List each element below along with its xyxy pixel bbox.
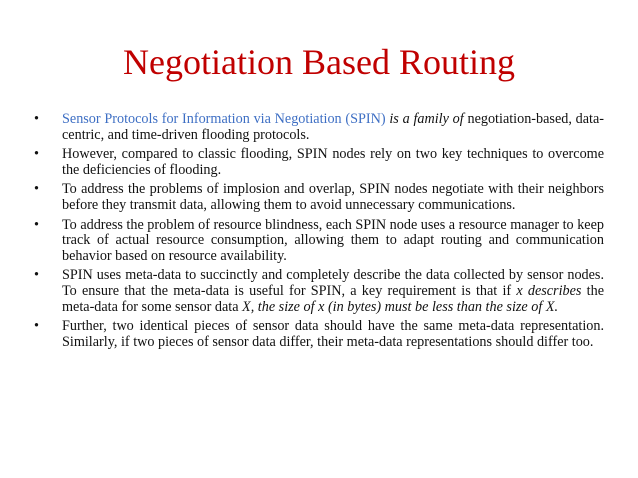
bullet-text: Further, two identical pieces of sensor data should have the same meta-data representation. Similarly, if two pieces of sensor data differ, their meta-data representations should differ too. bbox=[62, 318, 604, 350]
bullet-item-spin-family bbox=[34, 112, 604, 143]
bullet-item-key-techniques bbox=[34, 147, 604, 178]
bullet-text: the meta-data for some sensor data bbox=[62, 282, 604, 315]
bullet-text: SPIN uses meta-data to succinctly and completely describe the data collected by sensor nodes. To ensure that the meta-data is useful for SPIN, a key requirement is that if bbox=[62, 267, 604, 299]
bullet-item-meta-data bbox=[34, 268, 604, 315]
bullet-list bbox=[34, 112, 604, 354]
bullet-icon: • bbox=[34, 146, 39, 163]
slide-title: Negotiation Based Routing bbox=[123, 42, 515, 82]
bullet-text: negotiation-based, data-centric, and time-driven flooding protocols. bbox=[62, 111, 604, 143]
italic-phrase: X, the size of x (in bytes) must be less than the size of X. bbox=[242, 298, 559, 315]
italic-phrase: x describes bbox=[516, 282, 582, 299]
bullet-icon: • bbox=[34, 216, 39, 233]
bullet-icon: • bbox=[34, 111, 39, 127]
bullet-item-resource-blindness bbox=[34, 218, 604, 265]
bullet-text: However, compared to classic flooding, SPIN nodes rely on two key techniques to overcome the deficiencies of flooding. bbox=[62, 146, 604, 178]
bullet-item-implosion-overlap bbox=[34, 182, 604, 213]
bullet-icon: • bbox=[34, 181, 39, 198]
italic-phrase: is a family of bbox=[385, 111, 464, 127]
bullet-icon: • bbox=[34, 267, 39, 284]
bullet-item-representation bbox=[34, 319, 604, 350]
bullet-text: To address the problems of implosion and overlap, SPIN nodes negotiate with their neighbors before they transmit data, allowing them to avoid unnecessary communications. bbox=[62, 181, 604, 213]
bullet-icon: • bbox=[34, 318, 39, 335]
bullet-text: To address the problem of resource blindness, each SPIN node uses a resource manager to keep track of actual resource consumption, allowing them to adapt routing and communication behavior based on resource availability. bbox=[62, 216, 604, 264]
spin-protocol-name: Sensor Protocols for Information via Negotiation (SPIN) bbox=[62, 111, 386, 127]
